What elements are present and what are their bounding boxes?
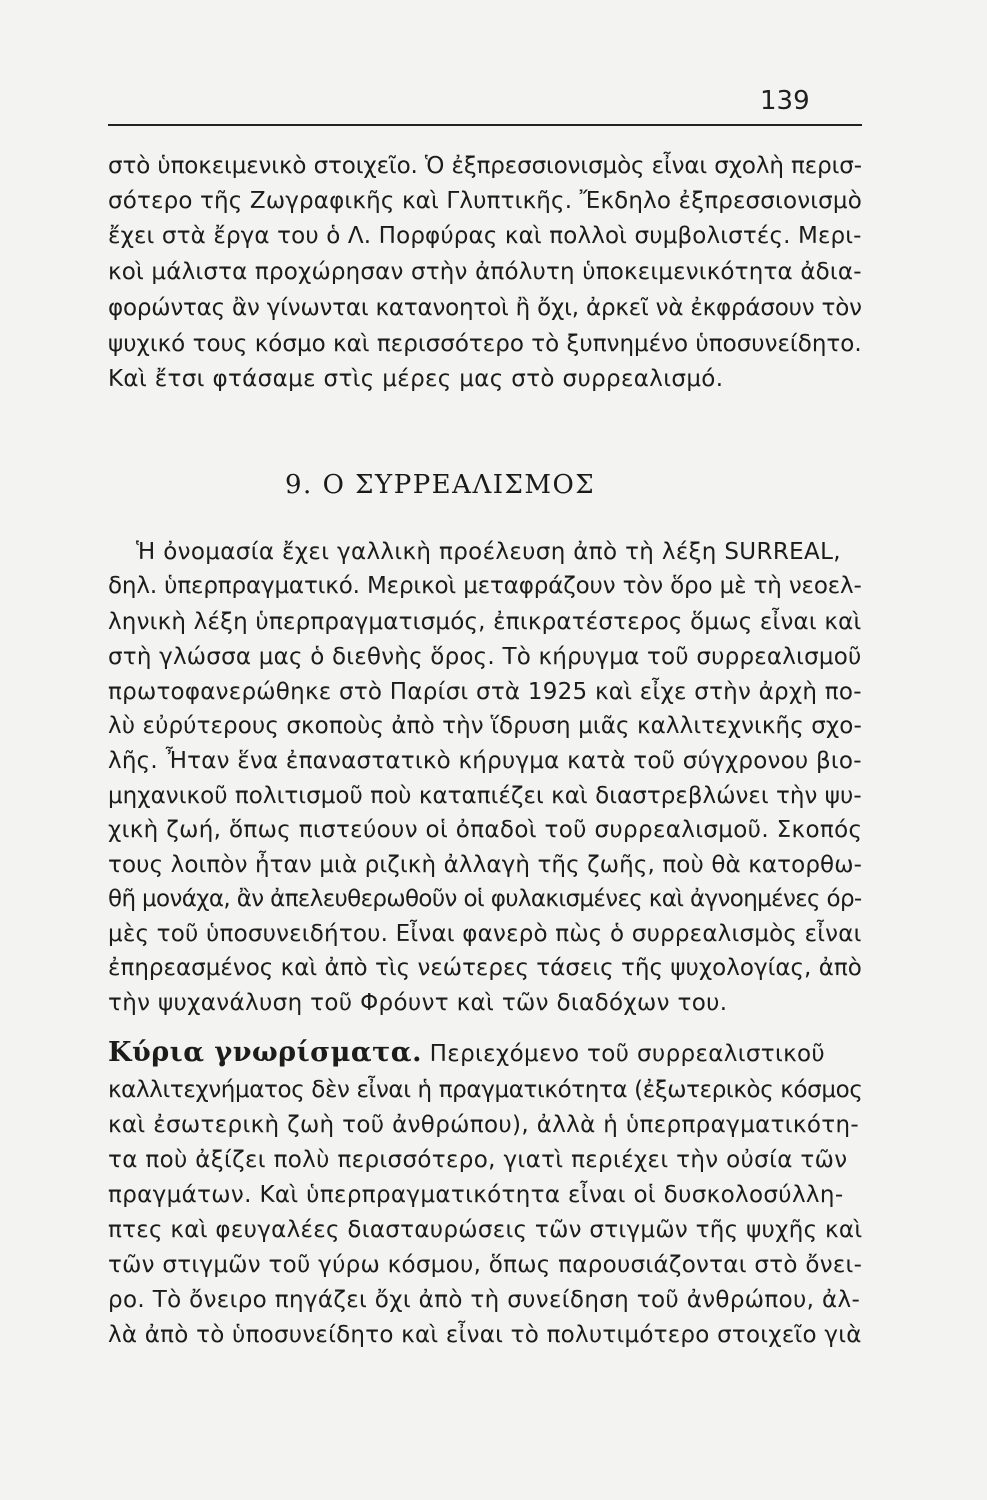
text-line: κοὶ μάλιστα προχώρησαν στὴν ἀπόλυτη ὑποκειμενικότητα ἀδια- [108,259,862,285]
text-line: πρωτοφανερώθηκε στὸ Παρίσι στὰ 1925 καὶ εἶχε στὴν ἀρχὴ πο- [108,679,862,705]
text-line: θῆ μονάχα, ἂν ἀπελευθερωθοῦν οἱ φυλακισμένες καὶ ἀγνοημένες όρ- [108,886,862,912]
text-line: χικὴ ζωή, ὅπως πιστεύουν οἱ ὀπαδοὶ τοῦ συρρεαλισμοῦ. Σκοπός [108,817,863,843]
paragraph-lead-heading: Κύρια γνωρίσματα. [108,1037,422,1068]
text-line: Ἡ ὀνομασία ἔχει γαλλικὴ προέλευση ἀπὸ τὴ λέξη SURREAL, [136,539,841,565]
text-line: πραγμάτων. Καὶ ὑπερπραγματικότητα εἶναι οἱ δυσκολοσύλλη- [108,1182,844,1208]
header-rule [108,124,862,126]
text-line: σότερο τῆς Ζωγραφικῆς καὶ Γλυπτικῆς. Ἔκδηλο ἐξπρεσσιονισμὸ [108,188,862,214]
text-line: καλλιτεχνήματος δὲν εἶναι ἡ πραγματικότητα (ἐξωτερικὸς κόσμος [108,1077,863,1103]
text-line: πτες καὶ φευγαλέες διασταυρώσεις τῶν στιγμῶν τῆς ψυχῆς καὶ [108,1217,863,1243]
paragraph-lead-text: Περιεχόμενο τοῦ συρρεαλιστικοῦ [421,1041,826,1067]
text-line: καὶ ἐσωτερικὴ ζωὴ τοῦ ἀνθρώπου), ἀλλὰ ἡ ὑπερπραγματικότη- [108,1112,860,1138]
text-line: στὸ ὑποκειμενικὸ στοιχεῖο. Ὁ ἐξπρεσσιονισμὸς εἶναι σχολὴ περισ- [108,153,862,179]
section-heading: 9. Ο ΣΥΡΡΕΑΛΙΣΜΟΣ [285,470,596,500]
text-line: Καὶ ἔτσι φτάσαμε στὶς μέρες μας στὸ συρρεαλισμό. [108,366,724,392]
text-line: δηλ. ὑπερπραγματικό. Μερικοὶ μεταφράζουν τὸν ὅρο μὲ τὴ νεοελ- [108,573,862,599]
text-line: ἐπηρεασμένος καὶ ἀπὸ τὶς νεώτερες τάσεις τῆς ψυχολογίας, ἀπὸ [108,955,862,981]
text-line: μὲς τοῦ ὑποσυνειδήτου. Εἶναι φανερὸ πὼς ὁ συρρεαλισμὸς εἶναι [108,921,862,947]
text-line: τα ποὺ ἀξίζει πολὺ περισσότερο, γιατὶ περιέχει τὴν οὐσία τῶν [108,1147,848,1173]
text-line: τῶν στιγμῶν τοῦ γύρω κόσμου, ὅπως παρουσιάζονται στὸ ὄνει- [108,1252,863,1278]
text-line [108,1037,825,1070]
text-line: λὰ ἀπὸ τὸ ὑποσυνείδητο καὶ εἶναι τὸ πολυτιμότερο στοιχεῖο γιὰ [108,1322,862,1348]
text-line: ψυχικό τους κόσμο καὶ περισσότερο τὸ ξυπνημένο ὑποσυνείδητο. [108,331,862,357]
text-line: τὴν ψυχανάλυση τοῦ Φρόυντ καὶ τῶν διαδόχων του. [108,990,728,1016]
text-line: φορώντας ἂν γίνωνται κατανοητοὶ ἢ ὄχι, ἀρκεῖ νὰ ἐκφράσουν τὸν [108,295,862,321]
text-line: ἔχει στὰ ἔργα του ὁ Λ. Πορφύρας καὶ πολλοὶ συμβολιστές. Μερι- [108,223,862,249]
text-line: λὺ εὐρύτερους σκοποὺς ἀπὸ τὴν ἵδρυση μιᾶς καλλιτεχνικῆς σχο- [108,713,862,739]
page-number: 139 [760,86,810,116]
text-line: μηχανικοῦ πολιτισμοῦ ποὺ καταπιέζει καὶ διαστρεβλώνει τὴν ψυ- [108,783,862,809]
text-line: ρο. Τὸ ὄνειρο πηγάζει ὄχι ἀπὸ τὴ συνείδηση τοῦ ἀνθρώπου, ἀλ- [108,1287,861,1313]
text-line: λῆς. Ἦταν ἕνα ἐπαναστατικὸ κήρυγμα κατὰ τοῦ σύγχρονου βιο- [108,748,862,774]
text-line: στὴ γλώσσα μας ὁ διεθνὴς ὅρος. Τὸ κήρυγμα τοῦ συρρεαλισμοῦ [108,644,862,670]
text-line: τους λοιπὸν ἦταν μιὰ ριζικὴ ἀλλαγὴ τῆς ζωῆς, ποὺ θὰ κατορθω- [108,852,863,878]
text-line: ληνικὴ λέξη ὑπερπραγματισμός, ἐπικρατέστερος ὅμως εἶναι καὶ [108,609,862,635]
